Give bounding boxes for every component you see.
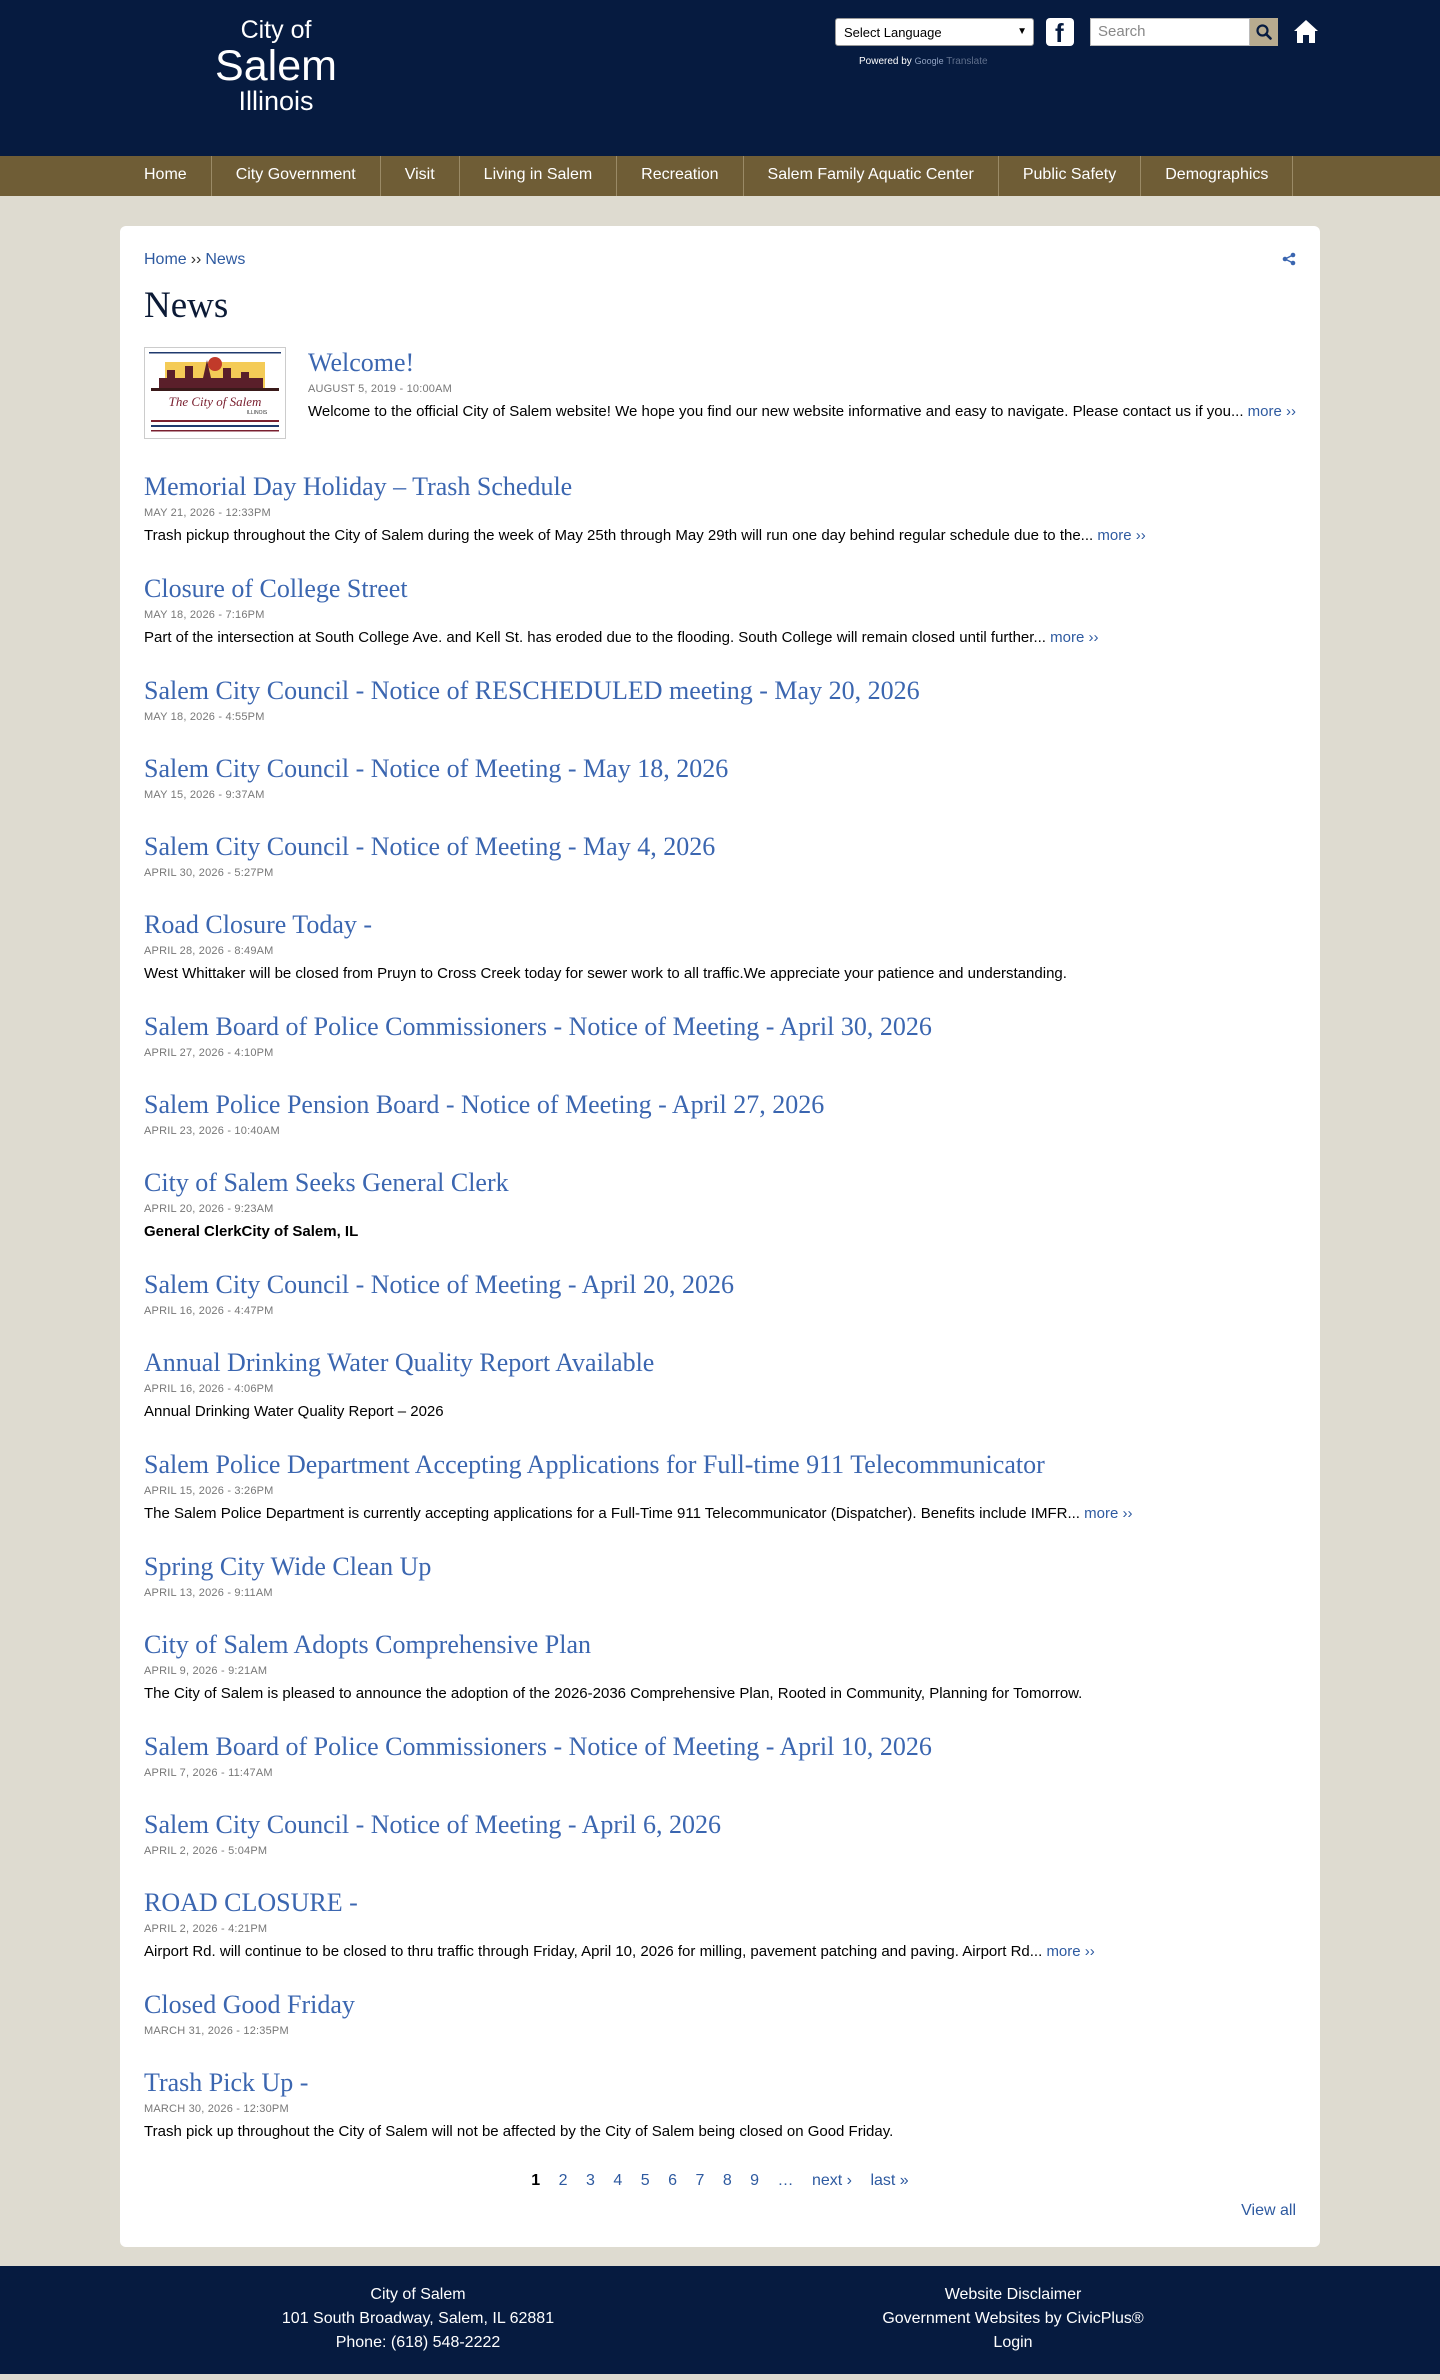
news-item-title[interactable]: Salem City Council - Notice of Meeting - April 20, 2026 [144, 1270, 734, 1299]
pager-ellipsis: … [777, 2172, 794, 2189]
news-item-date: APRIL 23, 2026 - 10:40AM [144, 1125, 280, 1137]
footer-links [813, 2283, 1213, 2355]
news-item-summary-text: Trash pick up throughout the City of Salem will not be affected by the City of Salem being closed on Good Friday. [144, 2123, 894, 2140]
news-item-summary [144, 1400, 1294, 1424]
news-item-summary [144, 524, 1294, 548]
news-item-title[interactable]: Closed Good Friday [144, 1990, 355, 2019]
news-item [144, 1552, 1294, 1599]
search-input[interactable] [1090, 18, 1250, 46]
pagination [120, 2172, 1320, 2190]
news-item-summary-text: Part of the intersection at South College Ave. and Kell St. has eroded due to the flooding. South College will remain closed until further... [144, 629, 1046, 646]
news-item-date: APRIL 16, 2026 - 4:47PM [144, 1305, 274, 1317]
nav-item-living-in-salem[interactable]: Living in Salem [460, 156, 618, 196]
news-item-summary [144, 962, 1294, 986]
footer-address: 101 South Broadway, Salem, IL 62881 [281, 2310, 555, 2327]
news-item-summary [144, 2120, 1294, 2144]
breadcrumb-news-link[interactable]: News [205, 251, 246, 268]
news-item [144, 2068, 1294, 2144]
news-item-title[interactable]: Salem Board of Police Commissioners - Notice of Meeting - April 10, 2026 [144, 1732, 932, 1761]
news-item [144, 1168, 1294, 1244]
news-item-title[interactable]: Salem City Council - Notice of Meeting - May 18, 2026 [144, 754, 729, 783]
news-item [144, 1012, 1294, 1059]
news-item-more-link[interactable]: more ›› [1046, 1943, 1095, 1960]
pager-page-2[interactable]: 2 [558, 2172, 568, 2189]
news-item-title[interactable]: Salem City Council - Notice of Meeting - April 6, 2026 [144, 1810, 721, 1839]
news-item-date: APRIL 30, 2026 - 5:27PM [144, 867, 274, 879]
news-item-title[interactable]: Spring City Wide Clean Up [144, 1552, 432, 1581]
pager-page-5[interactable]: 5 [640, 2172, 650, 2189]
powered-by-google-translate [859, 56, 988, 67]
pager-page-1[interactable]: 1 [531, 2172, 541, 2189]
news-item [144, 1270, 1294, 1317]
news-item-title[interactable]: Memorial Day Holiday – Trash Schedule [144, 472, 573, 501]
footer-disclaimer-link[interactable]: Website Disclaimer [944, 2286, 1082, 2303]
language-select-value: Select Language [844, 25, 942, 40]
news-item-more-link[interactable]: more ›› [1097, 527, 1146, 544]
share-icon[interactable] [1282, 252, 1296, 266]
nav-item-city-government[interactable]: City Government [212, 156, 381, 196]
news-item [144, 832, 1294, 879]
news-item-more-link[interactable]: more ›› [1084, 1505, 1133, 1522]
page-title: News [144, 285, 229, 326]
footer-civicplus-link[interactable]: Government Websites by CivicPlus® [882, 2310, 1144, 2327]
home-icon[interactable] [1292, 17, 1320, 45]
search-button[interactable] [1250, 18, 1278, 46]
news-item-date: APRIL 16, 2026 - 4:06PM [144, 1383, 274, 1395]
news-item-date: APRIL 2, 2026 - 4:21PM [144, 1923, 268, 1935]
nav-item-home[interactable]: Home [120, 156, 212, 196]
news-item-date: MARCH 31, 2026 - 12:35PM [144, 2025, 289, 2037]
footer-phone: Phone: (618) 548-2222 [335, 2334, 501, 2351]
news-item-title[interactable]: Salem City Council - Notice of RESCHEDULED meeting - May 20, 2026 [144, 676, 920, 705]
news-item-summary-text: Annual Drinking Water Quality Report – 2026 [144, 1403, 444, 1420]
news-item-summary-text: The Salem Police Department is currently accepting applications for a Full-Time 911 Telecommunicator (Dispatcher). Benefits include IMFR... [144, 1505, 1080, 1522]
chevron-down-icon: ▼ [1017, 26, 1027, 37]
footer-org-name: City of Salem [370, 2286, 466, 2303]
pager-page-4[interactable]: 4 [613, 2172, 623, 2189]
site-footer [0, 2266, 1440, 2374]
logo-line-2: Salem [215, 42, 337, 90]
news-item-title[interactable]: City of Salem Adopts Comprehensive Plan [144, 1630, 592, 1659]
nav-item-visit[interactable]: Visit [381, 156, 460, 196]
site-header [0, 0, 1440, 156]
breadcrumb [144, 251, 245, 269]
news-item-date: APRIL 27, 2026 - 4:10PM [144, 1047, 274, 1059]
svg-text:The City of Salem: The City of Salem [168, 394, 262, 409]
news-item-date: MARCH 30, 2026 - 12:30PM [144, 2103, 289, 2115]
news-item-more-link[interactable]: more ›› [1247, 403, 1297, 420]
main-content [120, 226, 1320, 2247]
news-item-summary [308, 400, 1298, 424]
news-item [144, 1990, 1294, 2037]
news-item-summary-text: Trash pickup throughout the City of Salem during the week of May 25th through May 29th will run one day behind regular schedule due to the... [144, 527, 1094, 544]
news-item-summary [144, 1220, 1294, 1244]
news-item-date: APRIL 2, 2026 - 5:04PM [144, 1845, 268, 1857]
breadcrumb-separator: ›› [190, 251, 202, 268]
news-item-title[interactable]: Trash Pick Up - [144, 2068, 309, 2097]
news-item-date: MAY 18, 2026 - 7:16PM [144, 609, 265, 621]
news-item-summary-text: General ClerkCity of Salem, IL [144, 1223, 359, 1240]
pager-next[interactable]: next › [811, 2172, 852, 2189]
news-item-summary [144, 1940, 1294, 1964]
news-item-title[interactable]: Road Closure Today - [144, 910, 373, 939]
news-item-date: APRIL 13, 2026 - 9:11AM [144, 1587, 273, 1599]
news-item-date: APRIL 28, 2026 - 8:49AM [144, 945, 274, 957]
news-item-date: AUGUST 5, 2019 - 10:00AM [308, 383, 452, 395]
search-placeholder: Search [1098, 23, 1146, 40]
main-nav [0, 156, 1440, 196]
news-item-title[interactable]: ROAD CLOSURE - [144, 1888, 358, 1917]
news-item [144, 1090, 1294, 1137]
news-item-date: APRIL 7, 2026 - 11:47AM [144, 1767, 273, 1779]
facebook-icon[interactable]: f [1046, 18, 1074, 46]
city-of-salem-logo-image [145, 348, 285, 438]
site-logo[interactable] [196, 18, 356, 115]
nav-item-demographics[interactable]: Demographics [1141, 156, 1293, 196]
news-item-title[interactable]: Annual Drinking Water Quality Report Available [144, 1348, 655, 1377]
news-item-title[interactable]: City of Salem Seeks General Clerk [144, 1168, 509, 1197]
news-item-date: MAY 18, 2026 - 4:55PM [144, 711, 265, 723]
nav-item-recreation[interactable]: Recreation [617, 156, 743, 196]
footer-login-link[interactable]: Login [993, 2334, 1033, 2351]
news-item-date: MAY 15, 2026 - 9:37AM [144, 789, 265, 801]
language-select[interactable] [835, 18, 1034, 46]
pager-page-9[interactable]: 9 [750, 2172, 760, 2189]
news-item-date: APRIL 9, 2026 - 9:21AM [144, 1665, 268, 1677]
news-item-summary-text: West Whittaker will be closed from Pruyn to Cross Creek today for sewer work to all traffic.We appreciate your patience and understanding. [144, 965, 1067, 982]
pager-last[interactable]: last » [870, 2172, 909, 2189]
translate-link[interactable]: Translate [946, 56, 988, 67]
news-item-more-link[interactable]: more ›› [1050, 629, 1099, 646]
svg-text:ILLINOIS: ILLINOIS [246, 410, 268, 416]
nav-item-aquatic-center[interactable]: Salem Family Aquatic Center [744, 156, 999, 196]
news-item-summary [144, 1502, 1294, 1526]
news-item-title[interactable]: Salem Board of Police Commissioners - Notice of Meeting - April 30, 2026 [144, 1012, 932, 1041]
logo-line-1: City of [240, 16, 312, 44]
powered-by-label: Powered by [859, 56, 912, 67]
news-item-title[interactable]: Welcome! [308, 348, 415, 377]
pager-page-6[interactable]: 6 [668, 2172, 677, 2189]
pager-page-8[interactable]: 8 [722, 2172, 732, 2189]
news-item [144, 1450, 1294, 1526]
breadcrumb-home-link[interactable]: Home [144, 251, 187, 268]
news-item-summary-text: The City of Salem is pleased to announce the adoption of the 2026-2036 Comprehensive Plan, Rooted in Community, Planning for Tomorrow. [144, 1685, 1083, 1702]
news-item-date: APRIL 15, 2026 - 3:26PM [144, 1485, 274, 1497]
news-item-title[interactable]: Salem Police Pension Board - Notice of Meeting - April 27, 2026 [144, 1090, 825, 1119]
news-item [144, 472, 1294, 548]
search-icon [1250, 18, 1278, 46]
news-item [144, 910, 1294, 986]
news-item-summary [144, 626, 1294, 650]
news-item [144, 676, 1294, 723]
view-all-link[interactable]: View all [1241, 2202, 1296, 2219]
news-item-date: APRIL 20, 2026 - 9:23AM [144, 1203, 274, 1215]
news-item-title[interactable]: Salem Police Department Accepting Applications for Full-time 911 Telecommunicator [144, 1450, 1045, 1479]
news-item-date: MAY 21, 2026 - 12:33PM [144, 507, 271, 519]
news-item-summary [144, 1682, 1294, 1706]
news-item [144, 574, 1294, 650]
bottom-strip [0, 2374, 1440, 2380]
news-item-summary-text: Welcome to the official City of Salem website! We hope you find our new website informative and easy to navigate. Please contact us if you... [308, 403, 1244, 420]
news-item [144, 1732, 1294, 1779]
pager-page-3[interactable]: 3 [586, 2172, 595, 2189]
news-item-title[interactable]: Salem City Council - Notice of Meeting - May 4, 2026 [144, 832, 716, 861]
news-item [144, 1630, 1294, 1706]
google-logo-text: Google [914, 56, 944, 66]
nav-item-public-safety[interactable]: Public Safety [999, 156, 1141, 196]
news-item [308, 348, 1298, 424]
news-item-summary-text: Airport Rd. will continue to be closed to thru traffic through Friday, April 10, 2026 for milling, pavement patching and paving. Airport Rd... [144, 1943, 1043, 1960]
news-item [144, 1888, 1294, 1964]
news-item-title[interactable]: Closure of College Street [144, 574, 408, 603]
news-item [144, 1348, 1294, 1424]
logo-line-3: Illinois [238, 86, 314, 116]
pager-page-7[interactable]: 7 [695, 2172, 705, 2189]
news-item [144, 1810, 1294, 1857]
welcome-thumbnail[interactable] [144, 347, 286, 439]
footer-contact [218, 2283, 618, 2355]
news-item [144, 754, 1294, 801]
